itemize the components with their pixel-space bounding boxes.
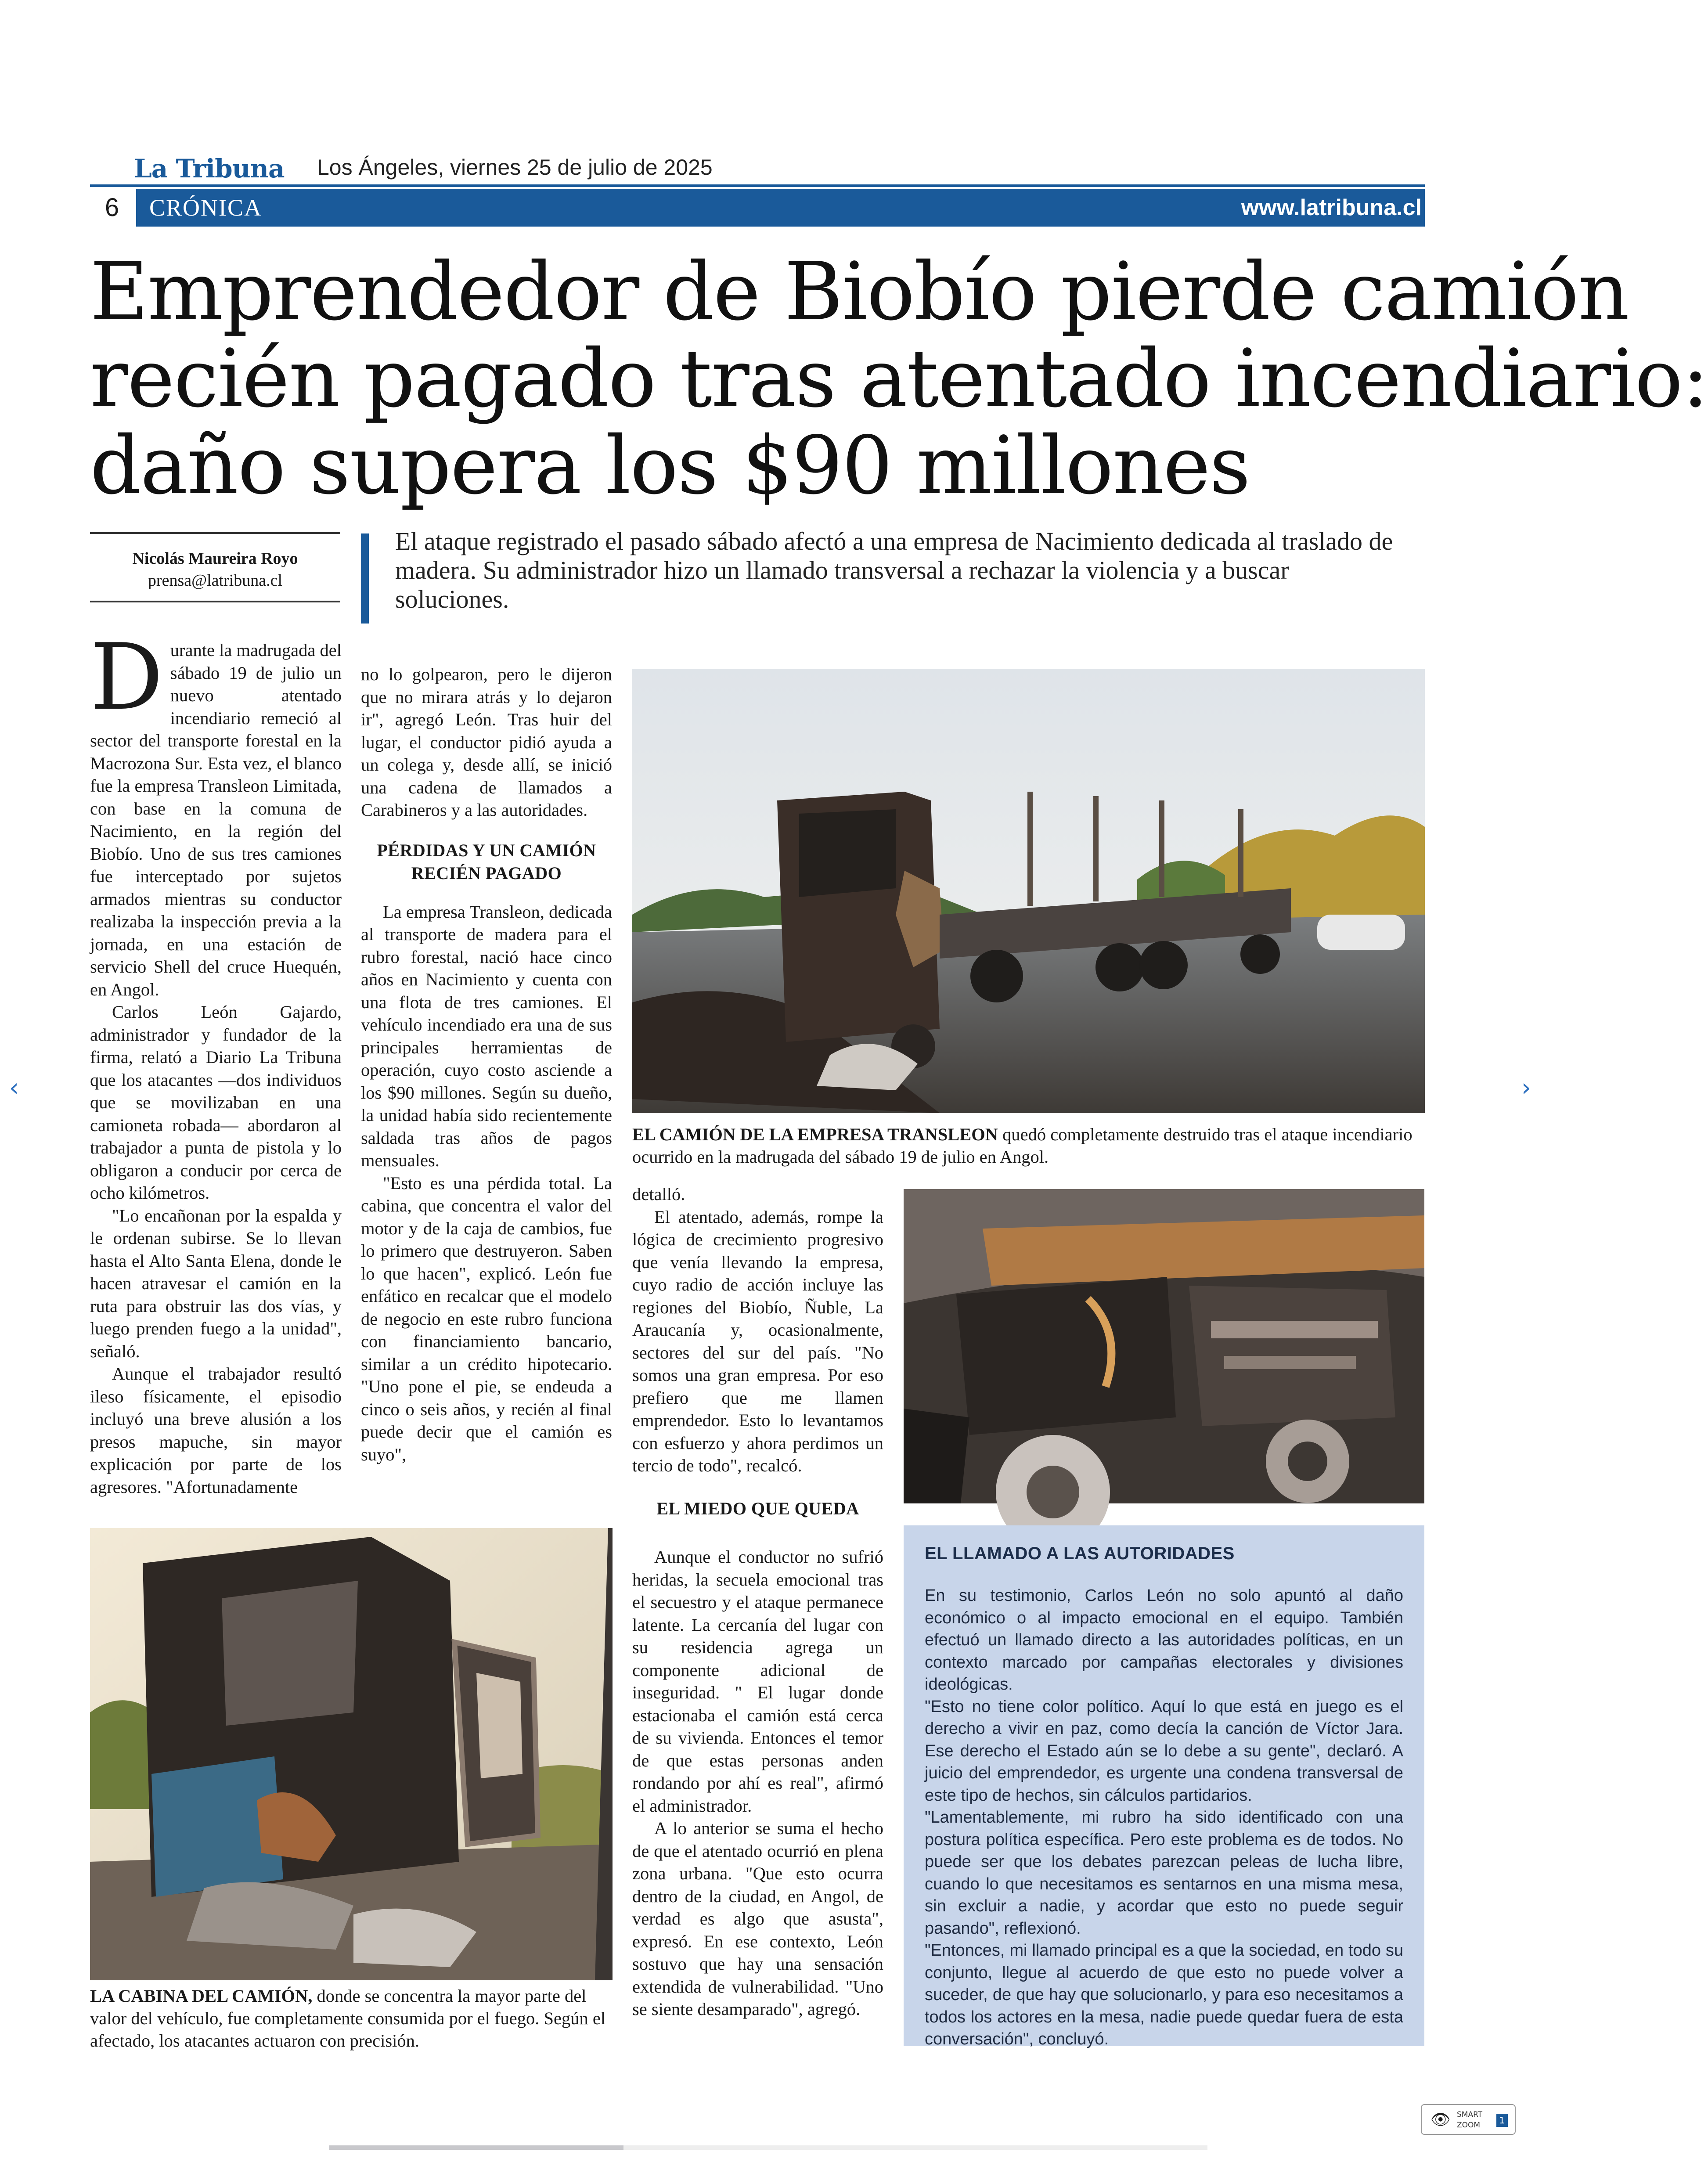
body-paragraph: La empresa Transleon, dedicada al transporte de madera para el rubro forestal, nació hace cinco años en Nacimiento y cuenta con una flota de tres camiones. El vehículo incendiado era una de sus principales herramientas de operación, cuyo costo asciende a los $90 millones. Según su dueño, la unidad había sido recientemente saldada tras años de pagos mensuales. — [361, 901, 612, 1170]
body-paragraph: Durante la madrugada del sábado 19 de julio un nuevo atentado incendiario remeció al sector del transporte forestal en la Macrozona Sur. Esta vez, el blanco fue la empresa Transleon Limitada, con base en la comuna de Nacimiento, en la región del Biobío. Uno de sus tres camiones fue interceptado por sujetos armados mientras su conductor realizaba la inspección previa a la jornada, en una estación de servicio Shell del cruce Huequén, en Angol. — [90, 624, 342, 999]
caption-lead: EL CAMIÓN DE LA EMPRESA TRANSLEON — [632, 1125, 998, 1144]
photo-burned-cabin-image — [90, 1528, 613, 1980]
drop-cap: D — [90, 624, 163, 731]
body-paragraph: no lo golpearon, pero le dijeron que no mirara atrás y lo dejaron ir", agregó León. Tras huir del lugar, el conductor pidió ayuda a un colega y, desde allí, se inició una cadena de llamados a Carabineros y a las autoridades. — [361, 664, 612, 820]
author-email: prensa@latribuna.cl — [148, 571, 283, 590]
headline-line: daño supera los $90 millones — [90, 419, 1250, 512]
article-column-3-continued — [632, 1546, 883, 2021]
dateline: Los Ángeles, viernes 25 de julio de 2025 — [317, 155, 713, 180]
photo-burned-cabin — [90, 1528, 613, 1980]
headline-line: recién pagado tras atentado incendiario: — [90, 332, 1708, 425]
next-page-arrow-icon[interactable]: › — [1521, 1074, 1531, 1102]
byline — [90, 532, 340, 602]
sidebar-paragraph: "Lamentablemente, mi rubro ha sido identificado con una postura política específica. Pero este problema es de todos. No puede ser que los debates parezcan peleas de lucha libre, cuando lo que necesitamos es sentarnos en una misma mesa, sin excluir a nadie, y acordar que esto no puede seguir pasando", reflexionó. — [925, 1808, 1403, 1938]
body-paragraph: A lo anterior se suma el hecho de que el atentado ocurrió en plena zona urbana. "Que esto ocurra dentro de la ciudad, en Angol, de verdad es algo que asusta", expresó. En ese contexto, León sostuvo que hay una sensación extendida de vulnerabilidad. "Uno se siente desamparado", agregó. — [632, 1818, 883, 2019]
body-paragraph: "Esto es una pérdida total. La cabina, que concentra el valor del motor y de la caja de cambios, fue lo primero que destruyeron. Saben lo que hacen", explicó. León fue enfático en recalcar que el modelo de negocio en este rubro funciona con financiamiento bancario, similar a un crédito hipotecario. "Uno pone el pie, se endeuda a cinco o seis años, y recién al final puede decir que el camión es suyo", — [361, 1173, 612, 1464]
body-paragraph: Aunque el trabajador resultó ileso físicamente, el episodio incluyó una breve alusión a los presos mapuche, sin mayor explicación por parte de los agresores. "Afortunadamente — [90, 1364, 342, 1497]
subheading-line: PÉRDIDAS Y UN CAMIÓN — [377, 840, 596, 860]
headline — [90, 245, 1708, 512]
prev-page-arrow-icon[interactable]: ‹ — [9, 1074, 19, 1102]
smart-zoom-button[interactable] — [1421, 2104, 1516, 2135]
photo-caption-cabin — [90, 1985, 613, 2052]
website-link[interactable]: www.latribuna.cl — [1241, 195, 1422, 220]
horizontal-scrollbar-thumb[interactable] — [329, 2145, 623, 2150]
subheading-line: EL MIEDO QUE QUEDA — [656, 1499, 859, 1518]
photo-caption-truck — [632, 1123, 1425, 1168]
caption-text: quedó completamente destruido tras el ataque incendiario ocurrido en la madrugada del sábado 19 de julio en Angol. — [632, 1125, 1413, 1167]
subheading — [632, 1497, 883, 1520]
body-paragraph: "Lo encañonan por la espalda y le ordenan subirse. Se lo llevan hasta el Alto Santa Elena, donde le hacen atravesar el camión en la ruta para obstruir las dos vías, y luego prenden fuego a la unidad", señaló. — [90, 1205, 342, 1361]
photo-engine-closeup-image — [904, 1189, 1424, 1503]
article-column-3 — [632, 1183, 883, 1477]
smart-zoom-label: SMART ZOOM — [1457, 2110, 1483, 2130]
subheading — [361, 839, 612, 885]
eye-icon: 👁 — [1431, 2111, 1451, 2129]
body-paragraph: Aunque el conductor no sufrió heridas, la secuela emocional tras el secuestro y el ataque permanece latente. La cercanía del lugar con su residencia agrega un componente adicional de inseguridad. " El lugar donde estacionaba el camión está cerca de su vivienda. Entonces el temor de que estas personas anden rondando por ahí es real", afirmó el administrador. — [632, 1547, 883, 1816]
lead-paragraph: El ataque registrado el pasado sábado afectó a una empresa de Nacimiento dedicada al traslado de madera. Su administrador hizo un llamado transversal a rechazar la violencia y a buscar soluciones. — [395, 527, 1393, 613]
caption-text: donde se concentra la mayor parte del valor del vehículo, fue completamente consumida por el fuego. Según el afectado, los atacantes actuaron con precisión. — [90, 1986, 606, 2051]
zoom-count-badge: 1 — [1496, 2114, 1508, 2127]
section-band — [136, 189, 1425, 227]
article-column-2 — [361, 663, 612, 1466]
body-paragraph: detalló. — [632, 1184, 685, 1204]
article-column-1 — [90, 624, 342, 1498]
photo-engine-closeup — [904, 1189, 1424, 1503]
sidebar-paragraph: En su testimonio, Carlos León no solo apuntó al daño económico o al impacto emocional en el equipo. También efectuó un llamado directo a las autoridades políticas, en un contexto marcado por campañas electorales y divisiones ideológicas. — [925, 1586, 1403, 1694]
photo-burned-truck-image — [632, 669, 1425, 1113]
sidebar-paragraph: "Esto no tiene color político. Aquí lo que está en juego es el derecho a vivir en paz, como decía la canción de Víctor Jara. Ese derecho el Estado aún se lo debe a su gente", declaró. A juicio del emprendedor, es urgente una condena transversal de este tipo de hechos, sin cálculos partidarios. — [925, 1697, 1403, 1805]
body-paragraph: Carlos León Gajardo, administrador y fundador de la firma, relató a Diario La Tribuna que los atacantes —dos individuos que se movilizaban en una camioneta robada— abordaron al trabajador a punta de pistola y lo obligaron a conducir por cerca de ocho kilómetros. — [90, 1002, 342, 1203]
sidebar-box — [904, 1525, 1424, 2046]
sidebar-title: EL LLAMADO A LAS AUTORIDADES — [925, 1544, 1235, 1563]
caption-lead: LA CABINA DEL CAMIÓN, — [90, 1986, 313, 2006]
headline-line: Emprendedor de Biobío pierde camión — [90, 245, 1629, 338]
lead-accent-bar — [361, 533, 369, 624]
subheading-line: RECIÉN PAGADO — [411, 863, 562, 883]
body-paragraph: El atentado, además, rompe la lógica de crecimiento progresivo que venía llevando la empresa, cuyo radio de acción incluye las regiones del Biobío, Ñuble, La Araucanía y, ocasionalmente, sectores del sur del país. "No somos una gran empresa. Por eso prefiero que me llamen emprendedor. Esto lo levantamos con esfuerzo y ahora perdimos un tercio de todo", recalcó. — [632, 1207, 883, 1475]
sidebar-paragraph: "Entonces, mi llamado principal es a que la sociedad, en todo su conjunto, llegue al acuerdo de que esto no puede volver a suceder, de que hay que solucionarlo, y para eso necesitamos a todos los actores en la mesa, nadie puede quedar fuera de esta conversación", concluyó. — [925, 1941, 1403, 2048]
photo-burned-truck — [632, 669, 1425, 1113]
section-label: CRÓNICA — [149, 195, 263, 221]
author-name: Nicolás Maureira Royo — [132, 549, 298, 568]
newspaper-logo: La Tribuna — [134, 154, 285, 184]
page-number: 6 — [104, 193, 119, 222]
